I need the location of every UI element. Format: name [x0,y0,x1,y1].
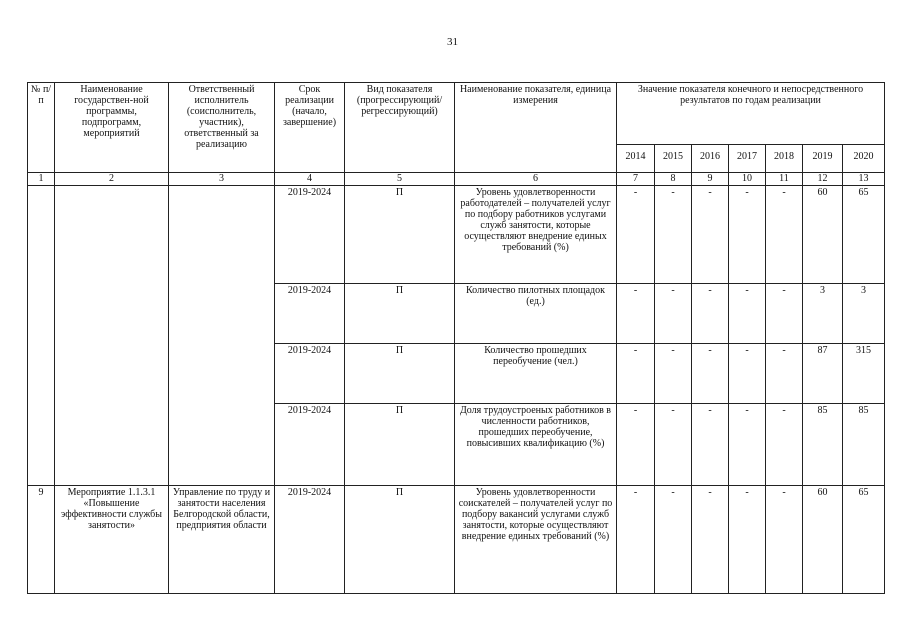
year-header: 2016 [692,145,729,173]
column-number: 8 [655,173,692,186]
value-2019: 3 [803,284,843,344]
responsible: Управление по труду и занятости населения Белгородской области, предприятия области [169,486,275,594]
table-row [28,486,885,594]
value-2017: - [729,344,766,404]
header-responsible: Ответственный исполнитель (соисполнитель, участник), ответственный за реализацию [169,83,275,173]
indicator-kind: П [345,186,455,284]
value-2015: - [655,284,692,344]
term: 2019-2024 [275,404,345,486]
indicator-name: Уровень удовлетворенности соискателей – получателей услуг по подбору вакансий услугами служб занятости, которые осуществляют внедрение единых требований (%) [455,486,617,594]
term: 2019-2024 [275,344,345,404]
value-2017: - [729,404,766,486]
header-term: Срок реализации (начало, завершение) [275,83,345,173]
column-number: 7 [617,173,655,186]
indicator-name: Количество пилотных площадок (ед.) [455,284,617,344]
responsible [169,186,275,486]
value-2019: 87 [803,344,843,404]
year-header: 2017 [729,145,766,173]
indicator-name: Доля трудоустроеных работников в численности работников, прошедших переобучение, повысивших квалификацию (%) [455,404,617,486]
value-2014: - [617,344,655,404]
column-number: 2 [55,173,169,186]
indicator-kind: П [345,344,455,404]
year-header: 2019 [803,145,843,173]
column-number: 1 [28,173,55,186]
header-kind: Вид показателя (прогрессирующий/ регрессирующий) [345,83,455,173]
header-num: № п/п [28,83,55,173]
indicator-kind: П [345,284,455,344]
value-2019: 60 [803,486,843,594]
value-2016: - [692,284,729,344]
value-2014: - [617,404,655,486]
value-2014: - [617,186,655,284]
header-indicator: Наименование показателя, единица измерения [455,83,617,173]
value-2014: - [617,486,655,594]
year-header: 2018 [766,145,803,173]
value-2016: - [692,344,729,404]
value-2016: - [692,404,729,486]
column-number-row [28,173,885,186]
indicator-kind: П [345,486,455,594]
year-header: 2014 [617,145,655,173]
indicator-kind: П [345,404,455,486]
value-2015: - [655,486,692,594]
indicators-table [27,82,885,594]
value-2016: - [692,186,729,284]
value-2017: - [729,186,766,284]
value-2020: 3 [843,284,885,344]
column-number: 12 [803,173,843,186]
term: 2019-2024 [275,486,345,594]
value-2018: - [766,486,803,594]
value-2014: - [617,284,655,344]
column-number: 9 [692,173,729,186]
column-number: 6 [455,173,617,186]
value-2018: - [766,404,803,486]
value-2016: - [692,486,729,594]
value-2018: - [766,344,803,404]
table-row [28,186,885,284]
value-2020: 315 [843,344,885,404]
column-number: 3 [169,173,275,186]
value-2020: 85 [843,404,885,486]
row-number [28,186,55,486]
header-values: Значение показателя конечного и непосредственного результатов по годам реализации [617,83,885,145]
value-2019: 60 [803,186,843,284]
value-2015: - [655,186,692,284]
column-number: 10 [729,173,766,186]
year-header: 2015 [655,145,692,173]
indicator-name: Количество прошедших переобучение (чел.) [455,344,617,404]
indicator-name: Уровень удовлетворенности работодателей – получателей услуг по подбору работников услугами служб занятости, которые осуществляют внедрение единых требований (%) [455,186,617,284]
term: 2019-2024 [275,186,345,284]
value-2017: - [729,486,766,594]
header-name: Наименование государствен-ной программы, подпрограмм, мероприятий [55,83,169,173]
value-2017: - [729,284,766,344]
column-number: 5 [345,173,455,186]
measure-name: Мероприятие 1.1.3.1 «Повышение эффективности службы занятости» [55,486,169,594]
value-2019: 85 [803,404,843,486]
value-2015: - [655,344,692,404]
row-number: 9 [28,486,55,594]
page-number: 31 [447,36,458,48]
column-number: 4 [275,173,345,186]
term: 2019-2024 [275,284,345,344]
value-2020: 65 [843,186,885,284]
value-2020: 65 [843,486,885,594]
header-row-top [28,83,885,145]
year-header: 2020 [843,145,885,173]
value-2018: - [766,186,803,284]
value-2015: - [655,404,692,486]
value-2018: - [766,284,803,344]
column-number: 11 [766,173,803,186]
measure-name [55,186,169,486]
column-number: 13 [843,173,885,186]
